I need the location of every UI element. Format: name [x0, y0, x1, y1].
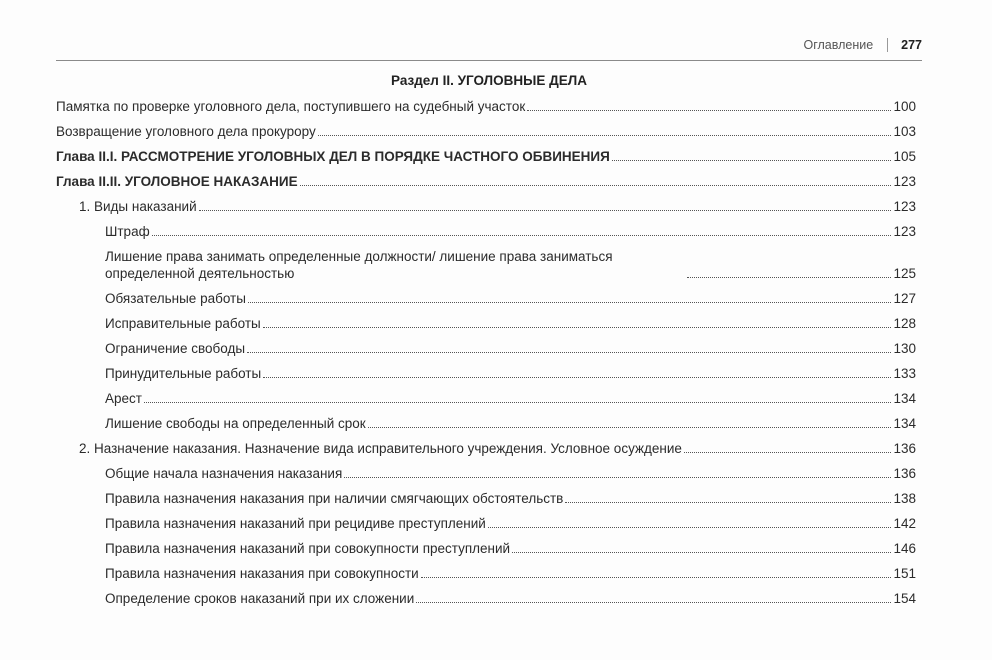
toc-entry-page: 123 [893, 174, 916, 189]
toc-entry-page: 151 [893, 566, 916, 581]
toc-entry-page: 146 [893, 541, 916, 556]
toc-leader-dots [488, 527, 892, 528]
toc-leader-dots [199, 210, 892, 211]
toc-leader-dots [263, 377, 891, 378]
toc-entry-page: 134 [893, 391, 916, 406]
toc-entry[interactable] [56, 315, 916, 332]
toc-leader-dots [152, 235, 892, 236]
toc-entry-title: Ограничение свободы [105, 341, 246, 356]
toc-entry[interactable] [56, 540, 916, 557]
toc-leader-dots [421, 577, 892, 578]
part-title: Раздел II. УГОЛОВНЫЕ ДЕЛА [391, 73, 587, 88]
toc-entry[interactable] [56, 590, 916, 607]
toc-entry-title: Исправительные работы [105, 316, 261, 331]
toc-entry-title: Лишение права занимать определенные должности/ лишение права заниматься определенной деятельностью [105, 249, 613, 281]
toc-leader-dots [368, 427, 892, 428]
toc-entry-title: Штраф [105, 224, 150, 239]
toc-entry-page: 134 [893, 416, 916, 431]
toc-leader-dots [144, 402, 892, 403]
toc-leader-dots [527, 110, 891, 111]
toc-leader-dots [318, 135, 892, 136]
toc-entry-page: 128 [893, 316, 916, 331]
toc-entry[interactable] [56, 123, 916, 140]
toc-entry[interactable] [56, 465, 916, 482]
toc-entry[interactable] [56, 390, 916, 407]
toc-entry-page: 123 [893, 199, 916, 214]
toc-entry-page: 127 [893, 291, 916, 306]
toc-leader-dots [300, 185, 892, 186]
toc-leader-dots [612, 160, 892, 161]
toc-entry-page: 136 [893, 466, 916, 481]
toc-entry-page: 133 [893, 366, 916, 381]
toc-entry-page: 103 [893, 124, 916, 139]
toc-entry-title: Правила назначения наказания при наличии смягчающих обстоятельств [105, 491, 564, 506]
toc-entry[interactable] [56, 223, 916, 240]
toc-entry[interactable] [56, 490, 916, 507]
toc-entry-title: Правила назначения наказания при совокупности [105, 566, 419, 581]
toc-entry-title: Памятка по проверке уголовного дела, поступившего на судебный участок [56, 99, 526, 114]
toc-entry-page: 125 [893, 266, 916, 281]
toc-entry-title: Возвращение уголовного дела прокурору [56, 124, 316, 139]
toc-entry-title: Арест [105, 391, 142, 406]
header-rule [56, 60, 922, 61]
toc-entry[interactable] [56, 415, 916, 432]
toc-entry-title: 1. Виды наказаний [79, 199, 197, 214]
toc-entry-page: 123 [893, 224, 916, 239]
toc-entry-page: 136 [893, 441, 916, 456]
toc-entry-title: Лишение свободы на определенный срок [105, 416, 366, 431]
toc-entry[interactable] [56, 198, 916, 215]
running-header [0, 37, 922, 57]
toc-entry-page: 100 [893, 99, 916, 114]
header-separator [887, 38, 888, 52]
toc-leader-dots [684, 452, 892, 453]
toc-entry-title: Глава II.I. РАССМОТРЕНИЕ УГОЛОВНЫХ ДЕЛ В ПОРЯДКЕ ЧАСТНОГО ОБВИНЕНИЯ [56, 149, 610, 164]
header-section-title: Оглавление [803, 37, 874, 52]
toc-entry[interactable] [56, 248, 916, 282]
toc-entry-title: Правила назначения наказаний при рецидиве преступлений [105, 516, 486, 531]
toc-leader-dots [344, 477, 891, 478]
toc-entry[interactable] [56, 365, 916, 382]
toc-leader-dots [416, 602, 891, 603]
toc-entry-title: Общие начала назначения наказания [105, 466, 343, 481]
toc-entry-page: 154 [893, 591, 916, 606]
toc-entry-title: Принудительные работы [105, 366, 262, 381]
toc-entry[interactable] [56, 173, 916, 190]
toc-entry-page: 142 [893, 516, 916, 531]
toc-entry[interactable] [56, 440, 916, 457]
toc-entry-page: 138 [893, 491, 916, 506]
toc-leader-dots [512, 552, 891, 553]
toc-entry-title: Глава II.II. УГОЛОВНОЕ НАКАЗАНИЕ [56, 174, 298, 189]
toc-entry-page: 130 [893, 341, 916, 356]
toc-entry-title: 2. Назначение наказания. Назначение вида исправительного учреждения. Условное осуждение [79, 441, 682, 456]
toc-leader-dots [565, 502, 891, 503]
table-of-contents [56, 98, 916, 615]
toc-entry[interactable] [56, 148, 916, 165]
toc-entry-title: Обязательные работы [105, 291, 246, 306]
toc-entry[interactable] [56, 290, 916, 307]
toc-entry-title: Правила назначения наказаний при совокупности преступлений [105, 541, 511, 556]
toc-entry[interactable] [56, 515, 916, 532]
toc-leader-dots [248, 302, 892, 303]
toc-leader-dots [687, 277, 891, 278]
toc-entry[interactable] [56, 340, 916, 357]
toc-entry-title: Определение сроков наказаний при их сложении [105, 591, 415, 606]
toc-leader-dots [263, 327, 892, 328]
toc-leader-dots [247, 352, 891, 353]
toc-entry[interactable] [56, 98, 916, 115]
toc-entry[interactable] [56, 565, 916, 582]
toc-entry-page: 105 [893, 149, 916, 164]
header-page-number: 277 [901, 37, 922, 52]
